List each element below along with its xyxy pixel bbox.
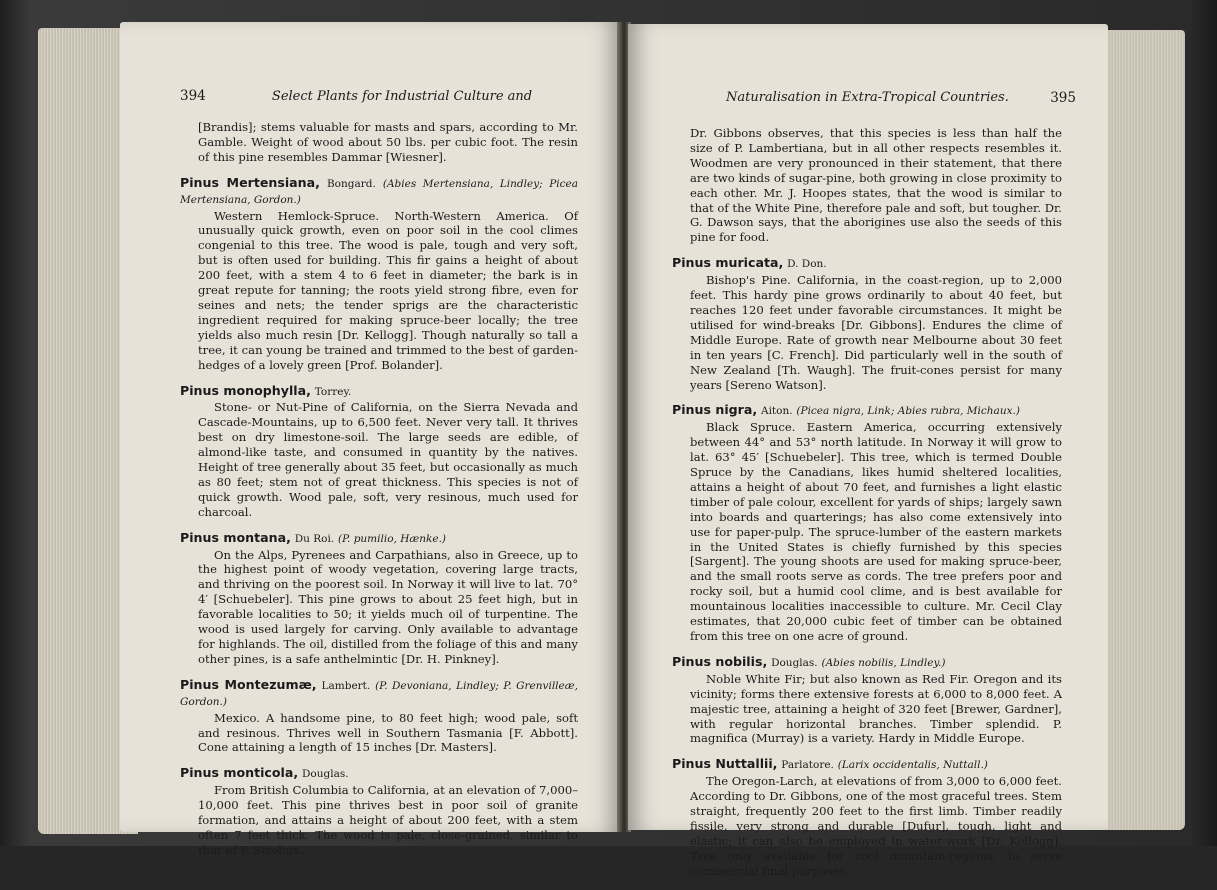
- intro-paragraph: [690, 126, 1062, 245]
- right-page-text: [672, 126, 1062, 890]
- species-synonyms: (P. Devoniana, Lindley; P. Grenvilleæ, Gordon.): [180, 679, 578, 708]
- species-description: Black Spruce. Eastern America, occurring extensively between 44° and 53° north latitude. In Norway it will grow to lat. 63° 45′ [Schuebeler]. This tree, which is termed Double Spruce by the Canadians, likes humid sheltered localities, attains a height of about 70 feet, and furnishes a light elastic timber of pale colour, excellent for yards of ships; largely sawn into boards and quarterings; has also come extensively into use for paper-pulp. The spruce-lumber of the eastern markets in the United States is chiefly furnished by this species [Sargent]. The young shoots are used for making spruce-beer, and the small roots serve as cords. The tree prefers poor and rocky soil, but a humid cool clime, and is best available for mountainous localities inaccessible to culture. Mr. Cecil Clay estimates, that 20,000 cubic feet of timber can be obtained from this tree on one acre of ground.: [690, 420, 1062, 643]
- page-number: 394: [180, 88, 206, 104]
- species-synonyms: (Larix occidentalis, Nuttall.): [837, 759, 988, 772]
- left-page: [120, 22, 620, 857]
- intro-paragraph: [198, 120, 578, 165]
- species-name: Pinus Nuttallii,: [672, 756, 778, 772]
- species-description: Bishop's Pine. California, in the coast-region, up to 2,000 feet. This hardy pine grows ordinarily to about 40 feet, but reaches 120 feet under favorable circumstances. It might be utilised for wind-breaks [Dr. Gibbons]. Endures the clime of Middle Europe. Rate of growth near Melbourne about 30 feet in ten years [C. French]. Did particularly well in the south of New Zealand [Th. Waugh]. The fruit-cones persist for many years [Sereno Watson].: [690, 273, 1062, 392]
- right-page-header: [684, 90, 1076, 106]
- species-name: Pinus montana,: [180, 529, 291, 545]
- left-page-text: [180, 120, 578, 869]
- species-entry: [672, 402, 1062, 644]
- species-author: Douglas.: [771, 656, 818, 669]
- species-name: Pinus nobilis,: [672, 653, 768, 669]
- species-author: D. Don.: [787, 258, 827, 271]
- species-description: Western Hemlock-Spruce. North-Western America. Of unusually quick growth, even on poor soil in the cool climes congenial to this tree. The wood is pale, tough and very soft, but is often used for building. This fir gains a height of about 200 feet, with a stem 4 to 6 feet in diameter; the bark is in great repute for tanning; the roots yield strong fibre, even for seines and nets; the tender sprigs are the characteristic ingredient required for making spruce-beer locally; the tree yields also much resin [Dr. Kellogg]. Though naturally so tall a tree, it can young be trained and trimmed to the best of garden-hedges of a lovely green [Prof. Bolander].: [198, 208, 578, 372]
- page-number: 395: [1050, 90, 1076, 106]
- right-page: [628, 24, 1108, 878]
- intro-text: [Brandis]; stems valuable for masts and spars, according to Mr. Gamble. Weight of wood about 50 lbs. per cubic foot. The resin of this pine resembles Dammar [Wiesner].: [198, 120, 578, 164]
- species-description: From British Columbia to California, at an elevation of 7,000–10,000 feet. This pine thrives best in poor soil of granite formation, and attains a height of about 200 feet, with a stem often 7 feet thick. The wood is pale, close-grained, similar to that of P. Strobus.: [198, 783, 578, 857]
- species-author: Douglas.: [301, 768, 349, 781]
- species-description: The Oregon-Larch, at elevations of from 3,000 to 6,000 feet. According to Dr. Gibbons, one of the most graceful trees. Stem straight, frequently 200 feet to the first limb. Timber readily fissile, very strong and durable [Dufur], tough, light and elastic; it can also be employed in water-work [Dr. Kellogg]. Tree only available for cool mountain-regions, to serve commercial final purposes.: [690, 774, 1062, 878]
- species-entry: [180, 174, 578, 373]
- species-entry: [180, 382, 578, 520]
- species-name: Pinus Montezumæ,: [180, 676, 317, 692]
- species-author: Bongard.: [326, 177, 376, 190]
- intro-text: Dr. Gibbons observes, that this species is less than half the size of P. Lambertiana, but in all other respects resembles it. Woodmen are very pronounced in their statement, that there are two kinds of sugar-pine, both growing in close proximity to each other. Mr. J. Hoopes states, that the wood is similar to that of the White Pine, therefore pale and soft, but tougher. Dr. G. Dawson says, that the aborigines use also the seeds of this pine for food.: [690, 126, 1062, 245]
- species-synonyms: (Abies nobilis, Lindley.): [821, 656, 946, 669]
- species-synonyms: (Abies Mertensiana, Lindley; Picea Mertensiana, Gordon.): [180, 177, 578, 206]
- species-author: Torrey.: [314, 385, 352, 398]
- species-name: Pinus muricata,: [672, 255, 784, 271]
- running-head: Select Plants for Industrial Culture and: [271, 89, 533, 104]
- species-name: Pinus monophylla,: [180, 382, 311, 398]
- species-description: Noble White Fir; but also known as Red Fir. Oregon and its vicinity; forms there extensive forests at 6,000 to 8,000 feet. A majestic tree, attaining a height of 320 feet [Brewer, Gardner], with regular horizontal branches. Timber splendid. P. magnifica (Murray) is a variety. Hardy in Middle Europe.: [690, 671, 1062, 746]
- species-synonyms: (Picea nigra, Link; Abies rubra, Michaux.): [796, 405, 1020, 418]
- species-description: Stone- or Nut-Pine of California, on the Sierra Nevada and Cascade-Mountains, up to 6,500 feet. Never very tall. It thrives best on dry limestone-soil. The large seeds are edible, of almond-like taste, and consumed in quantity by the natives. Height of tree generally about 35 feet, but occasionally as much as 80 feet; stem not of great thickness. This species is not of quick growth. Wood pale, soft, very resinous, much used for charcoal.: [198, 400, 578, 519]
- species-entry: [180, 676, 578, 756]
- species-author: Du Roi.: [294, 532, 335, 545]
- species-name: Pinus monticola,: [180, 765, 299, 781]
- species-entry: [180, 765, 578, 857]
- left-page-header: [180, 88, 580, 104]
- species-author: Parlatore.: [781, 759, 834, 772]
- species-author: Lambert.: [321, 679, 371, 692]
- species-entry: [180, 529, 578, 667]
- species-description: On the Alps, Pyrenees and Carpathians, also in Greece, up to the highest point of woody vegetation, covering large tracts, and thriving on the poorest soil. In Norway it will live to lat. 70° 4′ [Schuebeler]. This pine grows to about 25 feet high, but in favorable localities to 50; it yields much oil of turpentine. The wood is used largely for carving. Only available to advantage for highlands. The oil, distilled from the foliage of this and many other pines, is a safe anthelmintic [Dr. H. Pinkney].: [198, 547, 578, 666]
- species-author: Aiton.: [760, 405, 793, 418]
- species-name: Pinus Mertensiana,: [180, 174, 320, 190]
- species-name: Pinus nigra,: [672, 402, 758, 418]
- species-entry: [672, 255, 1062, 392]
- species-description: Mexico. A handsome pine, to 80 feet high; wood pale, soft and resinous. Thrives well in Southern Tasmania [F. Abbott]. Cone attaining a length of 15 inches [Dr. Masters].: [198, 710, 578, 755]
- species-entry: [672, 653, 1062, 746]
- running-head: Naturalisation in Extra-Tropical Countries.: [726, 90, 1009, 105]
- species-entry: [672, 756, 1062, 878]
- species-synonyms: (P. pumilio, Hænke.): [337, 532, 447, 545]
